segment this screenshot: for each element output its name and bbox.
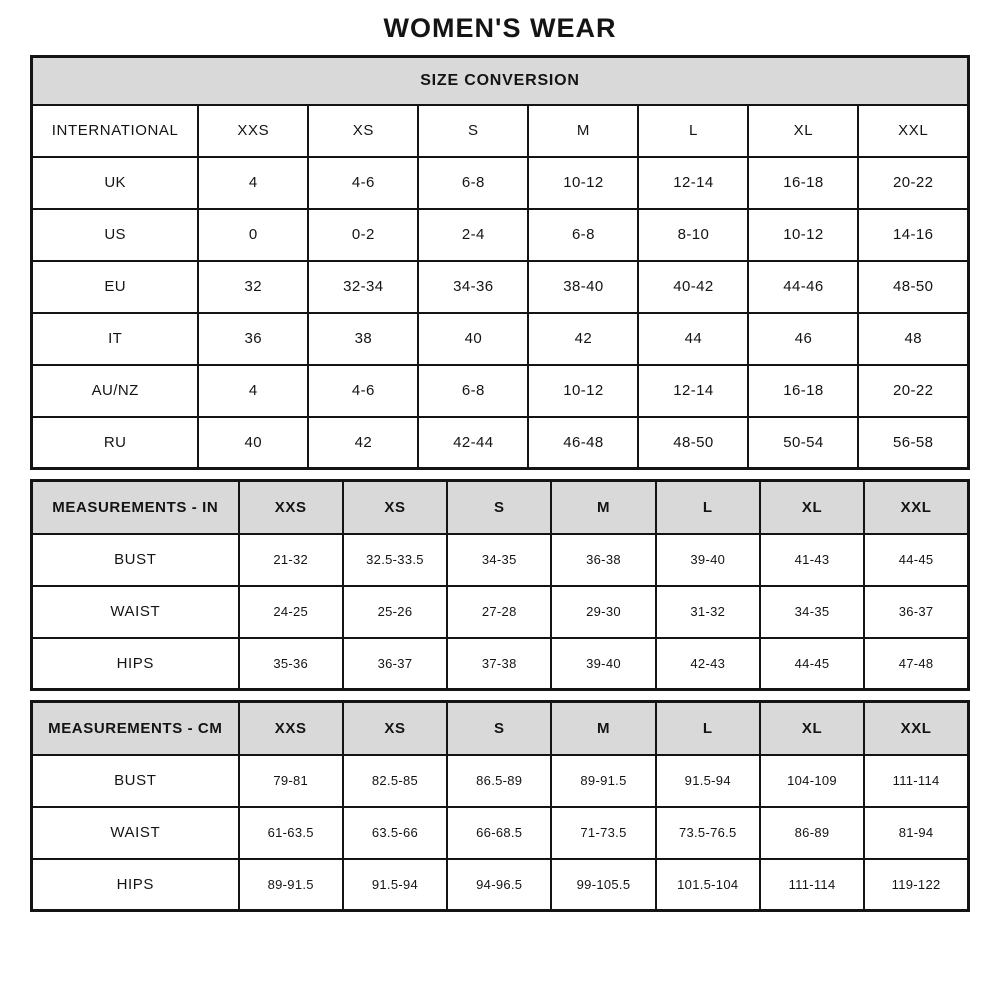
value-cell: 37-38 xyxy=(447,638,551,690)
column-header-l: L xyxy=(638,105,748,157)
value-cell: 81-94 xyxy=(864,807,968,859)
table-row xyxy=(32,157,969,209)
value-cell: 82.5-85 xyxy=(343,755,447,807)
value-cell: 32-34 xyxy=(308,261,418,313)
value-cell: 36-37 xyxy=(864,586,968,638)
table-row xyxy=(32,365,969,417)
value-cell: 4-6 xyxy=(308,365,418,417)
table-row xyxy=(32,859,969,911)
column-header-xxl: XXL xyxy=(858,105,968,157)
row-label: HIPS xyxy=(32,859,239,911)
value-cell: 46 xyxy=(748,313,858,365)
value-cell: 39-40 xyxy=(551,638,655,690)
value-cell: 40 xyxy=(418,313,528,365)
column-header-xxl: XXL xyxy=(864,702,968,755)
value-cell: 48-50 xyxy=(638,417,748,469)
value-cell: 20-22 xyxy=(858,157,968,209)
column-header-l: L xyxy=(656,702,760,755)
value-cell: 66-68.5 xyxy=(447,807,551,859)
value-cell: 46-48 xyxy=(528,417,638,469)
value-cell: 79-81 xyxy=(239,755,343,807)
value-cell: 25-26 xyxy=(343,586,447,638)
value-cell: 21-32 xyxy=(239,534,343,586)
measurements-in-header: MEASUREMENTS - IN xyxy=(32,481,239,534)
value-cell: 14-16 xyxy=(858,209,968,261)
value-cell: 94-96.5 xyxy=(447,859,551,911)
value-cell: 38 xyxy=(308,313,418,365)
value-cell: 34-35 xyxy=(760,586,864,638)
value-cell: 91.5-94 xyxy=(343,859,447,911)
column-header-row xyxy=(32,481,969,534)
value-cell: 4-6 xyxy=(308,157,418,209)
value-cell: 48 xyxy=(858,313,968,365)
column-header-m: M xyxy=(551,481,655,534)
value-cell: 42-44 xyxy=(418,417,528,469)
page-title: WOMEN'S WEAR xyxy=(383,13,617,43)
row-label: EU xyxy=(32,261,199,313)
value-cell: 36 xyxy=(198,313,308,365)
value-cell: 10-12 xyxy=(528,157,638,209)
row-label: HIPS xyxy=(32,638,239,690)
value-cell: 47-48 xyxy=(864,638,968,690)
table-header-band xyxy=(32,57,969,105)
value-cell: 50-54 xyxy=(748,417,858,469)
column-header-xs: XS xyxy=(308,105,418,157)
value-cell: 0-2 xyxy=(308,209,418,261)
column-header-s: S xyxy=(447,481,551,534)
value-cell: 119-122 xyxy=(864,859,968,911)
column-header-m: M xyxy=(528,105,638,157)
value-cell: 6-8 xyxy=(418,157,528,209)
row-label: BUST xyxy=(32,534,239,586)
measurements-in-table xyxy=(30,479,970,691)
value-cell: 4 xyxy=(198,365,308,417)
value-cell: 36-38 xyxy=(551,534,655,586)
table-row xyxy=(32,586,969,638)
value-cell: 12-14 xyxy=(638,365,748,417)
value-cell: 99-105.5 xyxy=(551,859,655,911)
value-cell: 71-73.5 xyxy=(551,807,655,859)
value-cell: 42 xyxy=(308,417,418,469)
column-header-international: INTERNATIONAL xyxy=(32,105,199,157)
value-cell: 20-22 xyxy=(858,365,968,417)
column-header-s: S xyxy=(418,105,528,157)
value-cell: 61-63.5 xyxy=(239,807,343,859)
value-cell: 86-89 xyxy=(760,807,864,859)
table-row xyxy=(32,417,969,469)
row-label: RU xyxy=(32,417,199,469)
size-conversion-table xyxy=(30,55,970,470)
column-header-row xyxy=(32,105,969,157)
value-cell: 44 xyxy=(638,313,748,365)
value-cell: 6-8 xyxy=(418,365,528,417)
value-cell: 42-43 xyxy=(656,638,760,690)
row-label: WAIST xyxy=(32,807,239,859)
value-cell: 63.5-66 xyxy=(343,807,447,859)
value-cell: 111-114 xyxy=(864,755,968,807)
table-row xyxy=(32,755,969,807)
table-row xyxy=(32,313,969,365)
measurements-cm-header: MEASUREMENTS - CM xyxy=(32,702,239,755)
value-cell: 42 xyxy=(528,313,638,365)
value-cell: 89-91.5 xyxy=(551,755,655,807)
value-cell: 10-12 xyxy=(528,365,638,417)
table-row xyxy=(32,261,969,313)
value-cell: 31-32 xyxy=(656,586,760,638)
value-cell: 34-35 xyxy=(447,534,551,586)
value-cell: 111-114 xyxy=(760,859,864,911)
table-row xyxy=(32,534,969,586)
value-cell: 35-36 xyxy=(239,638,343,690)
value-cell: 44-45 xyxy=(760,638,864,690)
value-cell: 0 xyxy=(198,209,308,261)
row-label: IT xyxy=(32,313,199,365)
value-cell: 36-37 xyxy=(343,638,447,690)
value-cell: 27-28 xyxy=(447,586,551,638)
column-header-row xyxy=(32,702,969,755)
value-cell: 2-4 xyxy=(418,209,528,261)
value-cell: 38-40 xyxy=(528,261,638,313)
column-header-xxs: XXS xyxy=(198,105,308,157)
column-header-xl: XL xyxy=(760,481,864,534)
size-conversion-header: SIZE CONVERSION xyxy=(32,57,969,105)
value-cell: 24-25 xyxy=(239,586,343,638)
value-cell: 32 xyxy=(198,261,308,313)
value-cell: 101.5-104 xyxy=(656,859,760,911)
table-row xyxy=(32,807,969,859)
column-header-xl: XL xyxy=(760,702,864,755)
row-label: UK xyxy=(32,157,199,209)
column-header-xl: XL xyxy=(748,105,858,157)
value-cell: 40 xyxy=(198,417,308,469)
row-label: BUST xyxy=(32,755,239,807)
value-cell: 89-91.5 xyxy=(239,859,343,911)
column-header-l: L xyxy=(656,481,760,534)
row-label: WAIST xyxy=(32,586,239,638)
value-cell: 44-46 xyxy=(748,261,858,313)
table-row xyxy=(32,209,969,261)
value-cell: 104-109 xyxy=(760,755,864,807)
row-label: US xyxy=(32,209,199,261)
column-header-m: M xyxy=(551,702,655,755)
value-cell: 39-40 xyxy=(656,534,760,586)
value-cell: 91.5-94 xyxy=(656,755,760,807)
value-cell: 10-12 xyxy=(748,209,858,261)
value-cell: 4 xyxy=(198,157,308,209)
table-row xyxy=(32,638,969,690)
value-cell: 86.5-89 xyxy=(447,755,551,807)
value-cell: 44-45 xyxy=(864,534,968,586)
value-cell: 16-18 xyxy=(748,365,858,417)
column-header-xxs: XXS xyxy=(239,702,343,755)
value-cell: 12-14 xyxy=(638,157,748,209)
measurements-cm-table xyxy=(30,700,970,912)
value-cell: 6-8 xyxy=(528,209,638,261)
value-cell: 56-58 xyxy=(858,417,968,469)
value-cell: 40-42 xyxy=(638,261,748,313)
column-header-xs: XS xyxy=(343,702,447,755)
column-header-xxl: XXL xyxy=(864,481,968,534)
column-header-xxs: XXS xyxy=(239,481,343,534)
value-cell: 29-30 xyxy=(551,586,655,638)
value-cell: 8-10 xyxy=(638,209,748,261)
row-label: AU/NZ xyxy=(32,365,199,417)
value-cell: 34-36 xyxy=(418,261,528,313)
column-header-s: S xyxy=(447,702,551,755)
column-header-xs: XS xyxy=(343,481,447,534)
value-cell: 41-43 xyxy=(760,534,864,586)
value-cell: 16-18 xyxy=(748,157,858,209)
value-cell: 48-50 xyxy=(858,261,968,313)
value-cell: 73.5-76.5 xyxy=(656,807,760,859)
value-cell: 32.5-33.5 xyxy=(343,534,447,586)
